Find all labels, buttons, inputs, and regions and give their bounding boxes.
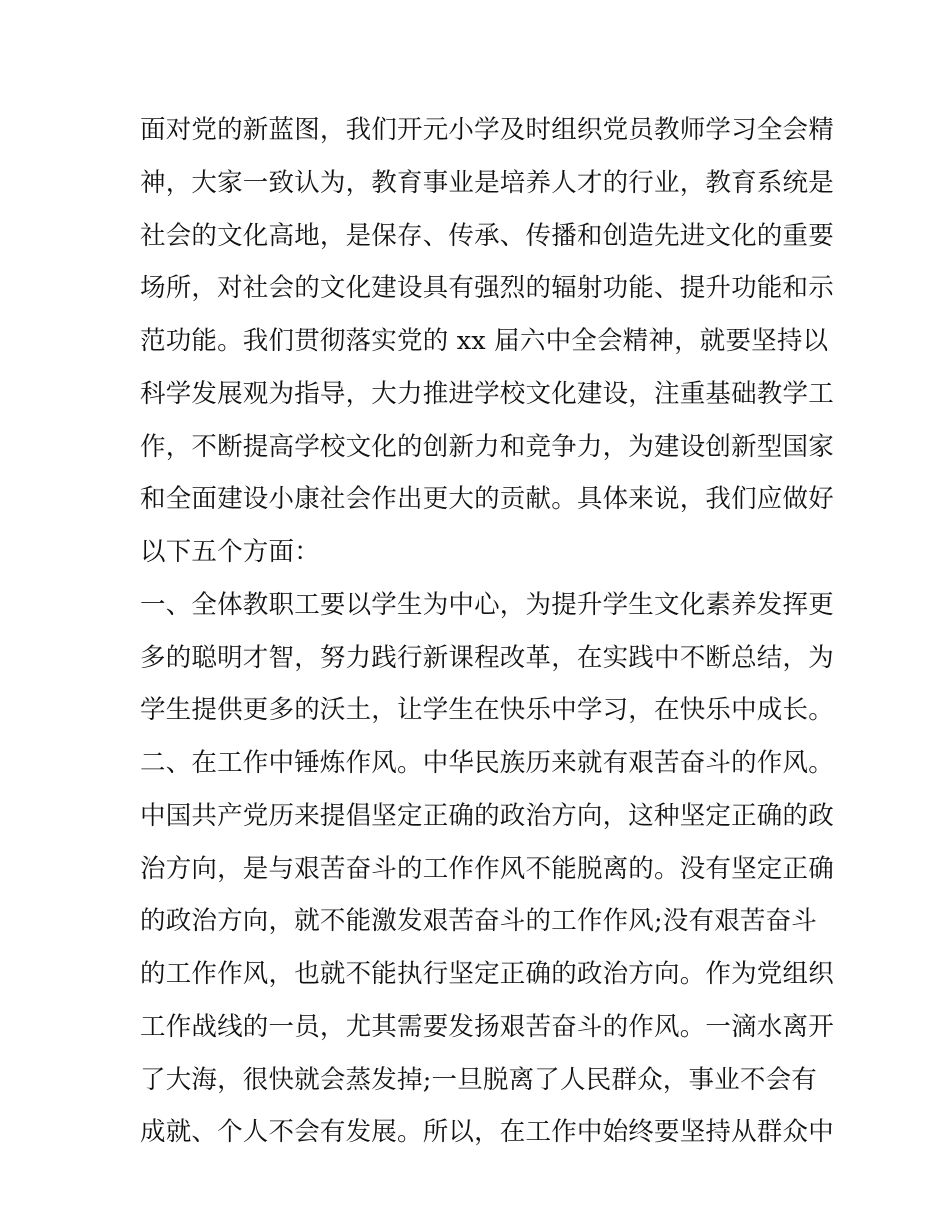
text-line: 学生提供更多的沃土，让学生在快乐中学习，在快乐中成长。 (140, 695, 834, 726)
text-line: 了大海，很快就会蒸发掉;一旦脱离了人民群众，事业不会有 (140, 1064, 817, 1095)
text-line: 的工作作风，也就不能执行坚定正确的政治方向。作为党组织 (140, 959, 834, 989)
text-line: 一、全体教职工要以学生为中心，为提升学生文化素养发挥更 (140, 589, 834, 620)
text-line: 神，大家一致认为，教育事业是培养人才的行业，教育系统是 (140, 167, 834, 198)
text-line: 社会的文化高地，是保存、传承、传播和创造先进文化的重要 (140, 220, 834, 251)
text-line: 治方向，是与艰苦奋斗的工作作风不能脱离的。没有坚定正确 (140, 853, 834, 884)
text-line: 和全面建设小康社会作出更大的贡献。具体来说，我们应做好 (140, 484, 834, 515)
text-line: 的政治方向，就不能激发艰苦奋斗的工作作风;没有艰苦奋斗 (140, 906, 817, 937)
text-line: 工作战线的一员，尤其需要发扬艰苦奋斗的作风。一滴水离开 (140, 1011, 834, 1042)
text-line: 中国共产党历来提倡坚定正确的政治方向，这种坚定正确的政 (140, 800, 834, 831)
text-line: 范功能。我们贯彻落实党的 xx 届六中全会精神，就要坚持以 (140, 326, 829, 356)
text-line: 作，不断提高学校文化的创新力和竞争力，为建设创新型国家 (140, 431, 834, 462)
text-line: 多的聪明才智，努力践行新课程改革，在实践中不断总结，为 (140, 642, 834, 673)
text-line: 科学发展观为指导，大力推进学校文化建设，注重基础教学工 (140, 378, 834, 409)
body-text (140, 104, 834, 1159)
text-line: 二、在工作中锤炼作风。中华民族历来就有艰苦奋斗的作风。 (140, 748, 834, 778)
text-line: 以下五个方面： (140, 537, 320, 567)
text-line: 成就、个人不会有发展。所以，在工作中始终要坚持从群众中 (140, 1117, 834, 1148)
text-line: 场所，对社会的文化建设具有强烈的辐射功能、提升功能和示 (140, 273, 834, 304)
text-line: 面对党的新蓝图，我们开元小学及时组织党员教师学习全会精 (140, 115, 834, 145)
